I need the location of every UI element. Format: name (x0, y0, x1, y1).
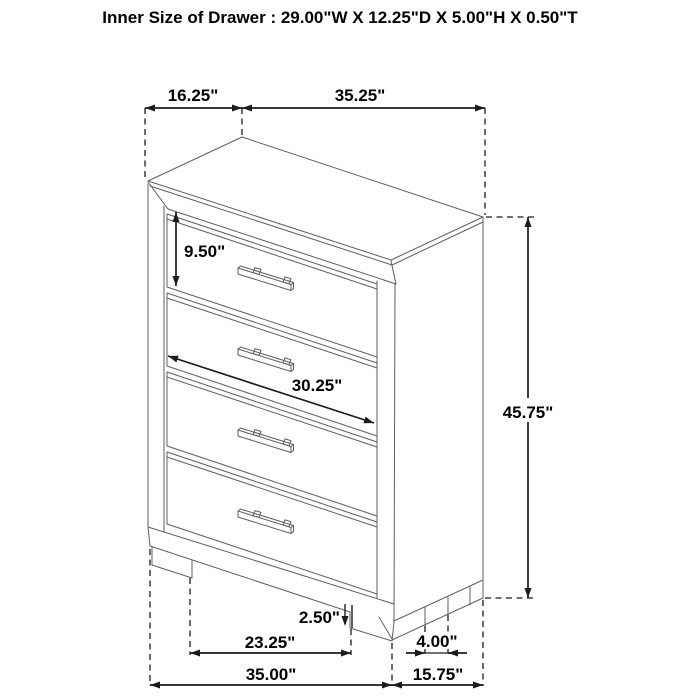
right-side-panel (392, 217, 483, 640)
dim-base-height (299, 604, 352, 628)
drawer-1 (167, 214, 377, 357)
dim-label-overall-depth: 15.75" (412, 665, 464, 684)
dim-label-base-height: 2.50" (298, 608, 340, 627)
base-and-feet (148, 527, 394, 641)
dim-label-drawer-face-width: 30.25" (291, 376, 343, 395)
dim-overall-height (485, 217, 558, 598)
dim-label-top-width: 35.25" (334, 86, 386, 105)
dim-label-front-feet-span: 23.25" (244, 633, 296, 652)
drawer-handle-icon (238, 347, 294, 372)
drawer-handle-icon (238, 266, 294, 291)
dim-foot-width (406, 615, 467, 657)
dim-top (145, 86, 485, 215)
dim-label-overall-width: 35.00" (245, 665, 297, 684)
dim-label-top-drawer-height: 9.50" (184, 242, 226, 261)
dim-label-top-left-depth: 16.25" (167, 86, 219, 105)
drawer-handle-icon (238, 509, 294, 534)
chest-top (148, 137, 483, 284)
drawer-handle-icon (238, 428, 294, 453)
dim-label-overall-height: 45.75" (502, 403, 554, 422)
drawer-4 (167, 452, 377, 594)
dim-drawer-face-width (168, 356, 374, 423)
dim-label-foot-width: 4.00" (416, 632, 458, 651)
page-title: Inner Size of Drawer : 29.00"W X 12.25"D X 5.00"H X 0.50"T (102, 8, 578, 27)
